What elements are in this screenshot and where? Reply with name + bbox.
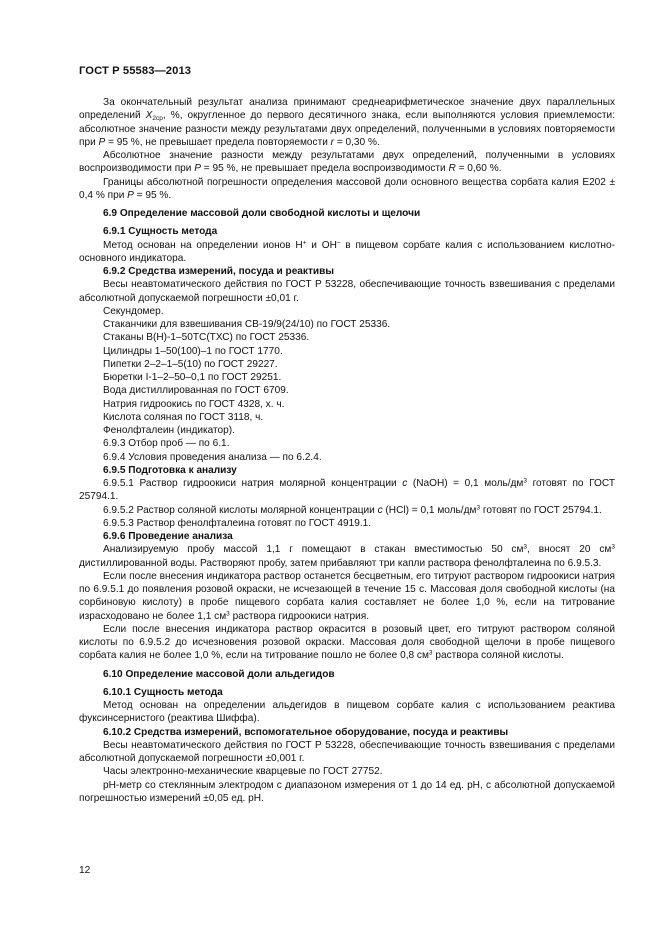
list-item: Кислота соляная по ГОСТ 3118, ч. xyxy=(103,411,264,423)
paragraph-reproducibility: Абсолютное значение разности между результатами двух определений, полученными в условиях воспроизводимости при P = 95 %, не превышает предела воспроизводимости R = 0,60 %. xyxy=(79,150,615,175)
paragraph-hcl-solution: 6.9.5.2 Раствор соляной кислоты молярной концентрации с (HCl) = 0,1 моль/$дм^3$ готовят по ГОСТ 25794.1. xyxy=(103,504,602,516)
paragraph-free-acid: Если после внесения индикатора раствор останется бесцветным, его титруют раствором гидроокиси натрия по 6.9.5.1 до появления розовой окраски, не исчезающей в течение 15 с. Массовая доля свободной кислоты (на сорбиновую кислоту) в пробе пищевого сорбата калия составляет не более 1,0 %, если на титрование израсходовано не более 1,1 $см^3$ раствора гидроокиси натрия. xyxy=(79,570,615,622)
subsection-heading-6-10-2: 6.10.2 Средства измерений, вспомогательное оборудование, посуда и реактивы xyxy=(103,726,509,738)
list-item: Стаканчики для взвешивания СВ-19/9(24/10) по ГОСТ 25336. xyxy=(103,319,391,330)
paragraph-scales-2: Весы неавтоматического действия по ГОСТ Р 53228, обеспечивающие точность взвешивания с пределами абсолютной допускаемой погрешности ±0,001 г. xyxy=(79,739,615,764)
paragraph-final-result: За окончательный результат анализа принимают среднеарифметическое значение двух параллельных определений $X_{2ср}$, %, округленное до первого десятичного знака, если выполняются условия приемлемости: абсолютное значение разности между результатами двух определений, полученными в условиях повторяемости при P = 95 %, не превышает предела повторяемости r = 0,30 %. xyxy=(79,97,616,148)
page-body xyxy=(79,96,615,805)
paragraph-ph-meter: рН-метр со стеклянным электродом с диапазоном измерения от 1 до 14 ед. рН, с абсолютной допускаемой погрешностью измерений ±0,05 ед. рН. xyxy=(79,779,615,804)
paragraph-method-essence: Метод основан на определении ионов Н+ и ОН– в пищевом сорбате калия с использованием кислотно-основного индикатора. xyxy=(79,239,615,264)
list-item: Бюретки I-1–2–50–0,1 по ГОСТ 29251. xyxy=(103,372,282,383)
subsection-heading-6-9-1: 6.9.1 Сущность метода xyxy=(103,226,218,238)
paragraph-free-alkali: Если после внесения индикатора раствор окрасится в розовый цвет, его титруют раствором соляной кислоты по 6.9.5.2 до исчезновения розовой окраски. Массовая доля свободной щелочи в пробе пищевого сорбата калия не более 1,0 %, если на титрование пошло не более 0,8 $см^3$ раствора соляной кислоты. xyxy=(79,623,615,662)
list-item: Секундомер. xyxy=(103,305,164,317)
paragraph-error-bounds: Границы абсолютной погрешности определения массовой доли основного вещества сорбата калия Е202 ± 0,4 % при P = 95 %. xyxy=(79,176,615,201)
paragraph-naoh-solution: 6.9.5.1 Раствор гидроокиси натрия молярной концентрации с (NaOH) = 0,1 моль/$дм^3$ готовят по ГОСТ 25794.1. xyxy=(79,477,615,503)
subsection-heading-6-9-5: 6.9.5 Подготовка к анализу xyxy=(103,464,237,476)
list-item: 6.9.3 Отбор проб — по 6.1. xyxy=(103,438,230,450)
subsection-heading-6-9-2: 6.9.2 Средства измерений, посуда и реактивы xyxy=(103,266,334,277)
document-header: ГОСТ Р 55583—2013 xyxy=(79,65,192,77)
section-heading-6-10: 6.10 Определение массовой доли альдегидов xyxy=(103,668,335,680)
list-item: Фенолфталеин (индикатор). xyxy=(103,425,235,436)
paragraph-scales: Весы неавтоматического действия по ГОСТ Р 53228, обеспечивающие точность взвешивания с пределами абсолютной допускаемой погрешности ±0,01 г. xyxy=(79,279,615,304)
list-item: Натрия гидроокись по ГОСТ 4328, х. ч. xyxy=(103,398,285,410)
list-item: Вода дистиллированная по ГОСТ 6709. xyxy=(103,385,289,397)
subsection-heading-6-9-6: 6.9.6 Проведение анализа xyxy=(103,531,233,542)
paragraph-phenolphthalein-solution: 6.9.5.3 Раствор фенолфталеина готовят по ГОСТ 4919.1. xyxy=(103,517,372,529)
paragraph-aldehyde-method: Метод основан на определении альдегидов в пищевом сорбате калия с использованием реактива фуксинсернистого (реактива Шиффа). xyxy=(79,700,615,725)
paragraph-clock: Часы электронно-механические кварцевые по ГОСТ 27752. xyxy=(103,766,383,778)
list-item: Пипетки 2–2–1–5(10) по ГОСТ 29227. xyxy=(103,358,278,370)
subsection-heading-6-10-1: 6.10.1 Сущность метода xyxy=(103,686,223,698)
paragraph-analysis-procedure: Анализируемую пробу массой 1,1 г помещают в стакан вместимостью 50 $см^3$, вносят 20 $см^3$ дистиллированной воды. Растворяют пробу, затем прибавляют три капли раствора фенолфталеина по 6.9.5.3. xyxy=(79,543,615,569)
section-heading-6-9: 6.9 Определение массовой доли свободной кислоты и щелочи xyxy=(103,208,421,219)
list-item: Стаканы В(Н)-1–50ТС(ТХС) по ГОСТ 25336. xyxy=(103,332,310,344)
list-item: 6.9.4 Условия проведения анализа — по 6.2.4. xyxy=(103,451,322,463)
list-item: Цилиндры 1–50(100)–1 по ГОСТ 1770. xyxy=(103,345,283,357)
page-number: 12 xyxy=(79,865,91,876)
